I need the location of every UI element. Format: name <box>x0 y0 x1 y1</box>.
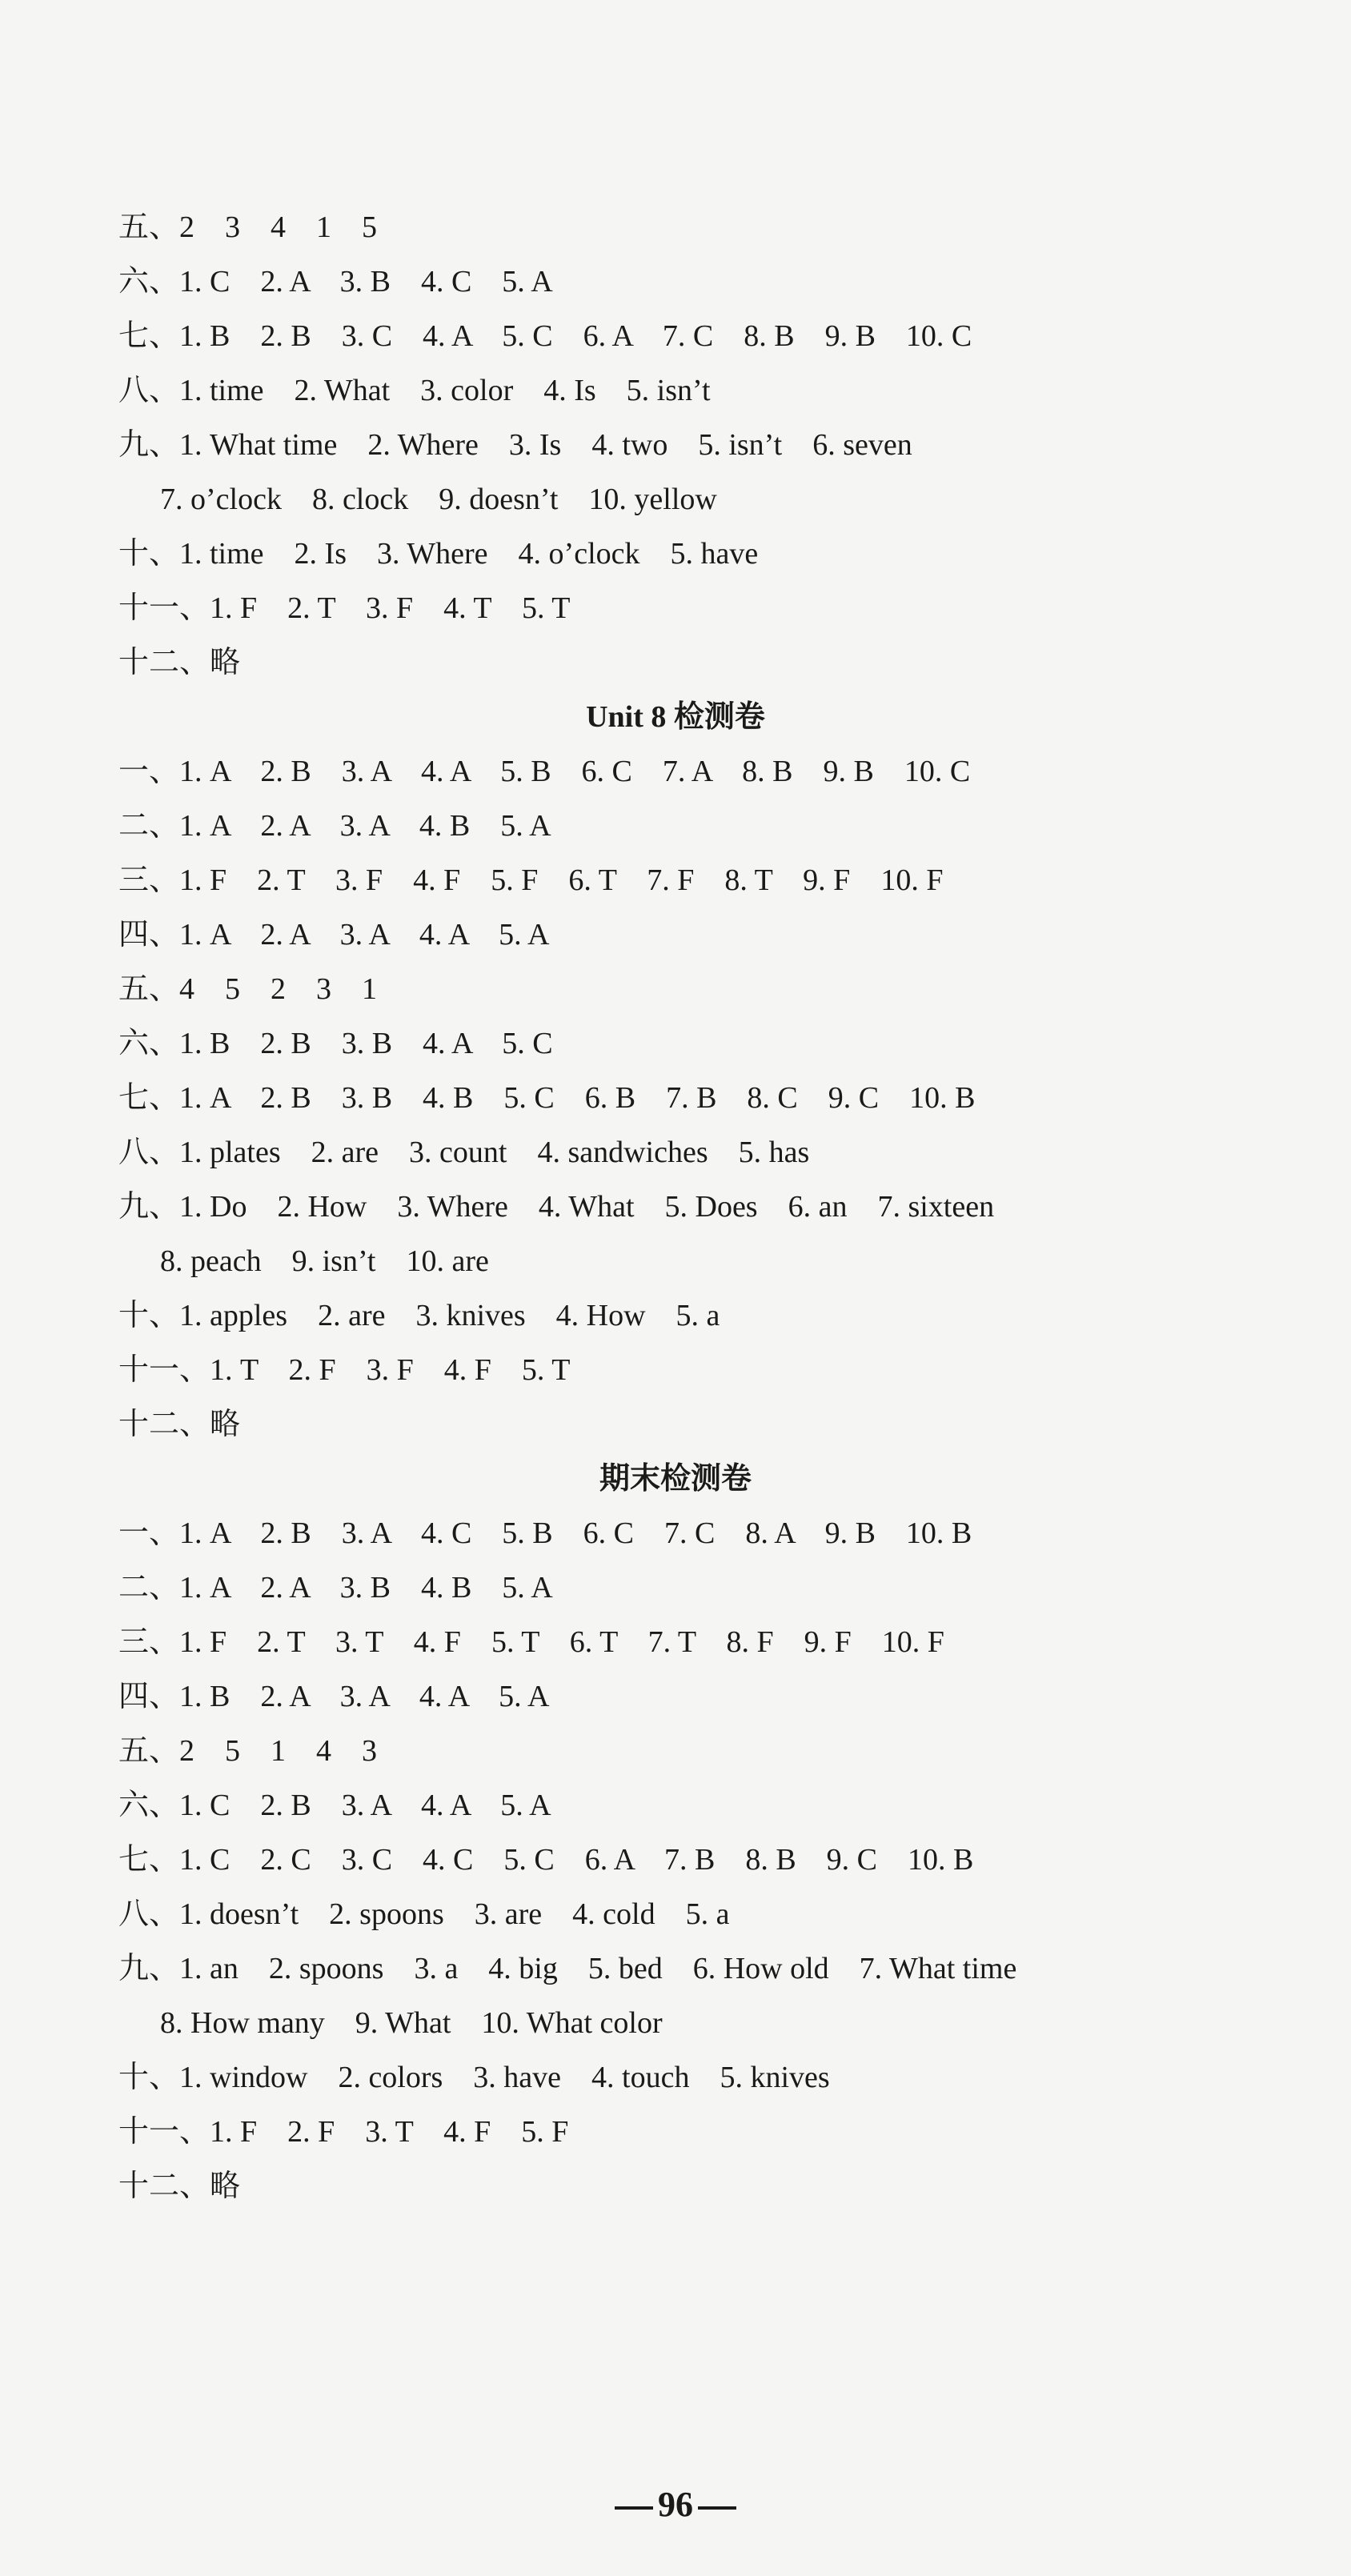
answer-line: 六、1. C 2. B 3. A 4. A 5. A <box>118 1789 551 1822</box>
answer-line: 十二、略 <box>118 1408 241 1441</box>
answer-line: 六、1. C 2. A 3. B 4. C 5. A <box>118 265 553 298</box>
answer-line: 五、4 5 2 3 1 <box>118 972 378 1006</box>
section-heading-unit8: Unit 8 检测卷 <box>586 700 765 734</box>
answer-line: 十、1. apples 2. are 3. knives 4. How 5. a <box>118 1299 720 1332</box>
page-number <box>0 2473 1351 2537</box>
section-heading-final: 期末检测卷 <box>599 1462 752 1496</box>
answer-line: 七、1. B 2. B 3. C 4. A 5. C 6. A 7. C 8. B 9. B 10. C <box>118 319 972 353</box>
page-number-text: 96 <box>658 2485 693 2524</box>
answer-line-continued: 8. peach 9. isn’t 10. are <box>160 1244 489 1278</box>
answer-line: 五、2 5 1 4 3 <box>118 1734 378 1768</box>
answer-line: 四、1. A 2. A 3. A 4. A 5. A <box>118 918 550 951</box>
answer-content <box>0 200 1351 2213</box>
answer-line: 三、1. F 2. T 3. T 4. F 5. T 6. T 7. T 8. F 9. F 10. F <box>118 1625 944 1659</box>
answer-line: 四、1. B 2. A 3. A 4. A 5. A <box>118 1680 550 1713</box>
answer-line: 三、1. F 2. T 3. F 4. F 5. F 6. T 7. F 8. T 9. F 10. F <box>118 863 944 897</box>
answer-line: 八、1. plates 2. are 3. count 4. sandwiches 5. has <box>118 1136 810 1169</box>
answer-line-continued: 7. o’clock 8. clock 9. doesn’t 10. yellow <box>160 483 717 516</box>
answer-line: 九、1. What time 2. Where 3. Is 4. two 5. isn’t 6. seven <box>118 428 912 462</box>
answer-line: 八、1. time 2. What 3. color 4. Is 5. isn’t <box>118 374 711 407</box>
answer-line: 九、1. Do 2. How 3. Where 4. What 5. Does 6. an 7. sixteen <box>118 1190 995 1224</box>
answer-line: 十二、略 <box>118 2169 241 2203</box>
answer-line: 二、1. A 2. A 3. B 4. B 5. A <box>118 1571 553 1604</box>
answer-line: 五、2 3 4 1 5 <box>118 210 378 244</box>
answer-line: 二、1. A 2. A 3. A 4. B 5. A <box>118 809 551 843</box>
answer-line: 十二、略 <box>118 646 241 679</box>
answer-line: 十一、1. F 2. F 3. T 4. F 5. F <box>118 2115 569 2149</box>
answer-line: 七、1. C 2. C 3. C 4. C 5. C 6. A 7. B 8. B 9. C 10. B <box>118 1843 974 1877</box>
answer-line: 六、1. B 2. B 3. B 4. A 5. C <box>118 1027 553 1060</box>
dash-left <box>615 2506 653 2510</box>
answer-line: 一、1. A 2. B 3. A 4. A 5. B 6. C 7. A 8. B 9. B 10. C <box>118 755 971 788</box>
answer-line: 十一、1. T 2. F 3. F 4. F 5. T <box>118 1353 571 1387</box>
answer-line: 七、1. A 2. B 3. B 4. B 5. C 6. B 7. B 8. C 9. C 10. B <box>118 1081 976 1115</box>
dash-right <box>698 2506 736 2510</box>
answer-line: 十一、1. F 2. T 3. F 4. T 5. T <box>118 591 571 625</box>
answer-line-continued: 8. How many 9. What 10. What color <box>160 2006 663 2040</box>
answer-line: 十、1. window 2. colors 3. have 4. touch 5. knives <box>118 2061 830 2094</box>
answer-line: 九、1. an 2. spoons 3. a 4. big 5. bed 6. How old 7. What time <box>118 1952 1017 1985</box>
answer-line: 一、1. A 2. B 3. A 4. C 5. B 6. C 7. C 8. A 9. B 10. B <box>118 1516 972 1550</box>
answer-line: 十、1. time 2. Is 3. Where 4. o’clock 5. have <box>118 537 759 571</box>
answer-line: 八、1. doesn’t 2. spoons 3. are 4. cold 5. a <box>118 1897 730 1931</box>
